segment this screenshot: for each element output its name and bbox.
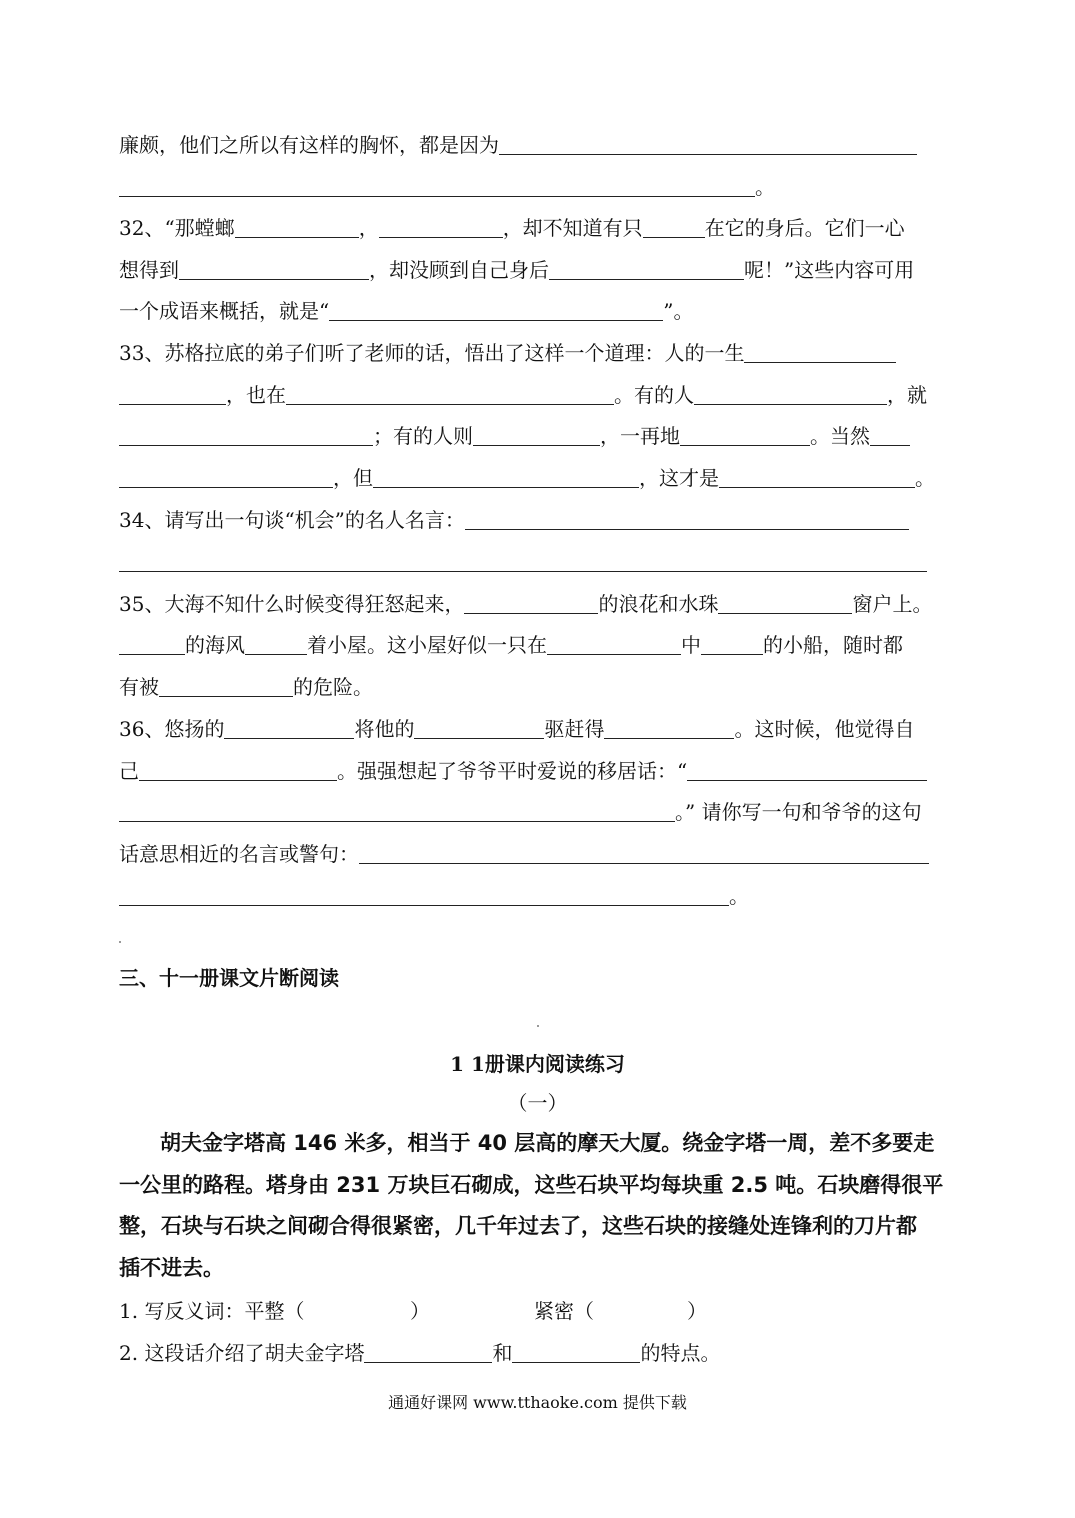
q31-line-1: 廉颇，他们之所以有这样的胸怀，都是因为 [119,130,959,160]
q34-line-2 [119,547,959,577]
answer-blank[interactable] [719,465,915,488]
page-footer: 通通好课网 www.tthaoke.com 提供下载 [388,1393,687,1412]
answer-blank[interactable] [701,632,763,655]
q36-line-5: 。 [119,881,959,911]
q32-line-3: 一个成语来概括，就是“ ”。 [119,299,694,323]
answer-blank[interactable] [119,423,373,446]
answer-blank[interactable] [373,465,639,488]
answer-blank[interactable] [379,215,503,238]
reading-subtitle: （一） [507,1091,568,1115]
answer-blank[interactable] [499,132,917,155]
q33-line-3: ；有的人则 ，一再地 。当然 [119,421,959,451]
answer-blank[interactable] [643,215,705,238]
answer-blank[interactable] [235,215,359,238]
answer-blank[interactable] [329,298,663,321]
answer-blank[interactable] [465,507,909,530]
answer-blank[interactable] [245,632,307,655]
answer-blank[interactable] [179,257,369,280]
answer-paren-close: ） [687,1299,707,1323]
answer-blank[interactable] [119,382,226,405]
answer-blank[interactable] [159,674,293,697]
q35-line-3: 有被 的危险。 [119,675,373,699]
answer-blank[interactable] [687,758,927,781]
passage-line: 插不进去。 [119,1256,224,1280]
q36-line-3: 。” 请你写一句和爷爷的这句 [119,797,959,827]
answer-blank[interactable] [512,1340,640,1363]
q36-line-2: 己 。强强想起了爷爷平时爱说的移居话：“ [119,756,959,786]
answer-blank[interactable] [119,799,675,822]
scan-speck [537,1025,539,1027]
passage-line: 胡夫金字塔高 146 米多，相当于 40 层高的摩天大厦。绕金字塔一周，差不多要走 [160,1131,935,1155]
answer-blank[interactable] [694,382,887,405]
answer-blank[interactable] [680,423,810,446]
answer-blank[interactable] [139,758,337,781]
answer-blank[interactable] [718,591,852,614]
answer-blank[interactable] [119,549,927,572]
passage-line: 整，石块与石块之间砌合得很紧密，几千年过去了，这些石块的接缝处连锋利的刀片都 [119,1214,917,1238]
q31-line-2: 。 [119,172,959,202]
answer-blank[interactable] [414,716,544,739]
answer-blank[interactable] [364,1340,492,1363]
answer-blank[interactable] [119,632,185,655]
answer-blank[interactable] [547,632,681,655]
exercise-2: 2. 这段话介绍了胡夫金字塔 和 的特点。 [119,1341,721,1365]
answer-blank[interactable] [870,423,910,446]
q35-line-1: 35、大海不知什么时候变得狂怒起来， 的浪花和水珠 窗户上。 [119,592,933,616]
q33-line-4: ，但 ，这才是 。 [119,463,959,493]
answer-paren-close: ） [410,1299,430,1323]
q32-line-2: 想得到 ，却没顾到自己身后 呢！”这些内容可用 [119,258,915,282]
answer-blank[interactable] [464,591,598,614]
q32-line-1: 32、“那螳螂 ， ，却不知道有只 在它的身后。它们一心 [119,216,905,240]
q36-line-4: 话意思相近的名言或警句： [119,839,959,869]
answer-blank[interactable] [473,423,600,446]
q33-line-1: 33、苏格拉底的弟子们听了老师的话，悟出了这样一个道理：人的一生 [119,338,959,368]
answer-blank[interactable] [119,883,729,906]
scan-speck [119,941,121,943]
reading-title: 1 1册课内阅读练习 [450,1052,625,1076]
answer-blank[interactable] [119,174,755,197]
q35-line-2: 的海风 着小屋。这小屋好似一只在 中 的小船，随时都 [119,630,959,660]
q36-line-1: 36、悠扬的 将他的 驱赶得 。这时候，他觉得自 [119,717,915,741]
answer-blank[interactable] [359,841,929,864]
worksheet-page: 廉颇，他们之所以有这样的胸怀，都是因为 。 32、“那螳螂 ， ，却不知道有只 在它的身后。它们一心 想得到 ，却没顾到自己身后 呢！”这些内容可用 一个成语来概括，就是“ ”。 33、苏格拉底的弟子们听了老师的话，悟出了这样一个道理：人的一生 ，也在 。有的人 ，就 ；有的人则 ，一再地 。当然 ，但 ，这才是 。 34、请写出一句谈“机会”的名人名言： 35、大海不知什么时候变得狂怒起来， 的浪花和水珠 窗户上。 的海风 着小屋。这小屋好似一只在 中 的小船，随时都 有被 的危险。 36、悠扬的 将他的 驱赶得 。这时候，他觉得自 己 。强强想起了爷爷平时爱说的移居话：“ 。” 请你写一句和爷爷的这句 话意思相近的名言或警句： 。 三、十一册课文片断阅读 1 1册课内阅读练习 （一） 胡夫金字塔高 146 米多，相当于 40 层高的摩天大厦。绕金字塔一周，差不多要走 一公里的路程。塔身由 231 万块巨石砌成，这些石块平均每块重 2.5 吨。石块磨得很平 整，石块与石块之间砌合得很紧密，几千年过去了，这些石块的接缝处连锋利的刀片都 插不进去。 1. 写反义词：平整（ ） 紧密（ ） 2. 这段话介绍了胡夫金字塔 和 的特点。 通通好课网 www.tthaoke.com 提供下载 [0,0,1075,1518]
answer-blank[interactable] [549,257,744,280]
section-heading: 三、十一册课文片断阅读 [119,966,339,990]
answer-blank[interactable] [744,340,896,363]
answer-blank[interactable] [604,716,734,739]
passage-line: 一公里的路程。塔身由 231 万块巨石砌成，这些石块平均每块重 2.5 吨。石块磨得很平 [119,1173,944,1197]
q33-line-2: ，也在 。有的人 ，就 [119,380,959,410]
answer-blank[interactable] [224,716,354,739]
answer-blank[interactable] [286,382,614,405]
answer-blank[interactable] [119,465,333,488]
q34-line-1: 34、请写出一句谈“机会”的名人名言： [119,505,959,535]
